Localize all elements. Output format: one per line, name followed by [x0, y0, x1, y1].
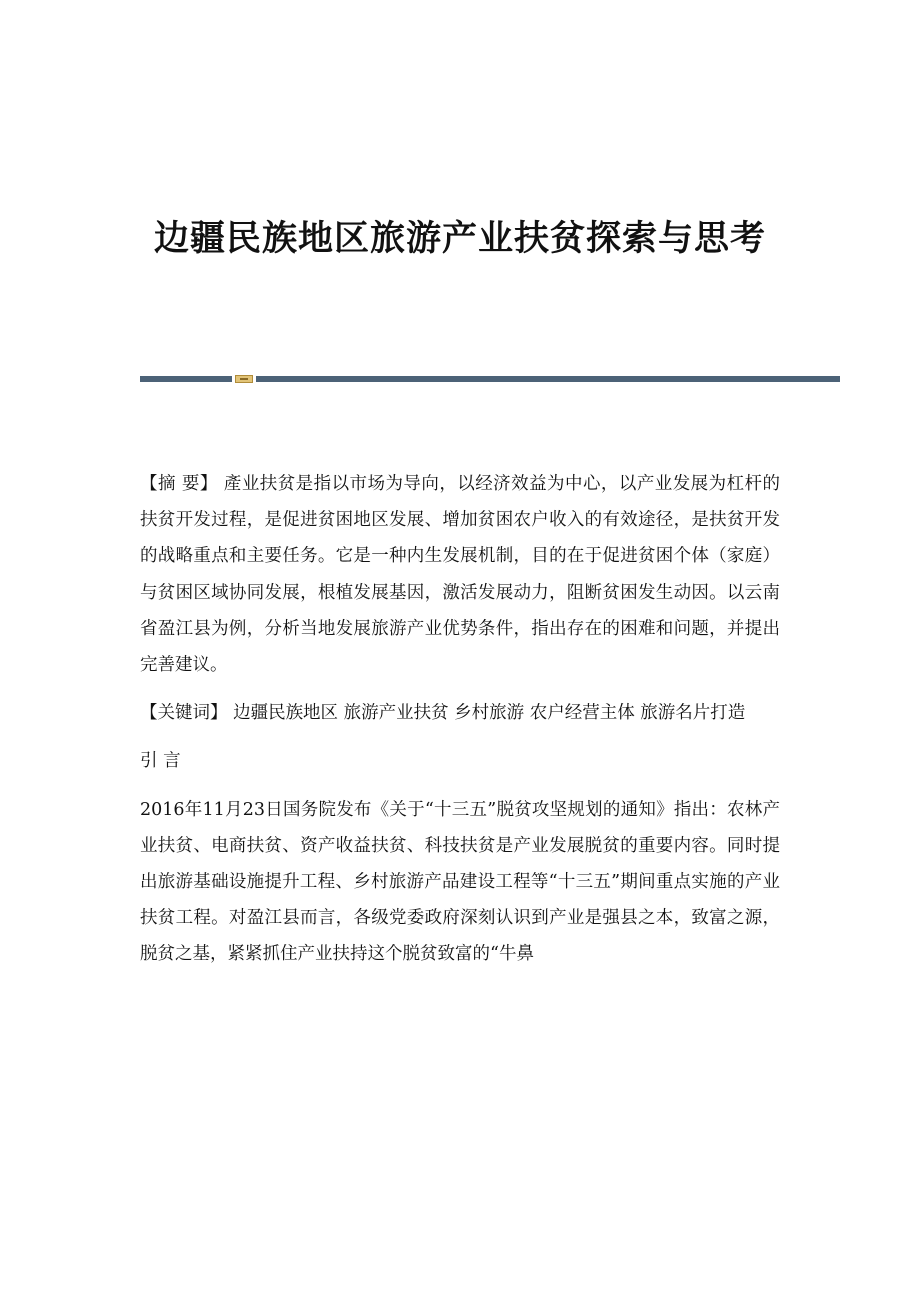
- abstract-label: 【摘 要】: [140, 474, 218, 494]
- keywords-text: 边疆民族地区 旅游产业扶贫 乡村旅游 农户经营主体 旅游名片打造: [227, 703, 746, 724]
- intro-paragraph: 2016年11月23日国务院发布《关于“十三五”脱贫攻坚规划的通知》指出：农林产业扶贫、电商扶贫、资产收益扶贫、科技扶贫是产业发展脱贫的重要内容。同时提出旅游基础设施提升工程、乡村旅游产品建设工程等“十三五”期间重点实施的产业扶贫工程。对盈江县而言，各级党委政府深刻认识到产业是强县之本，致富之源，脱贫之基，紧紧抓住产业扶持这个脱贫致富的“牛鼻: [140, 799, 780, 965]
- document-title: 边疆民族地区旅游产业扶贫探索与思考: [153, 218, 766, 259]
- keywords-label: 【关键词】: [140, 703, 228, 724]
- abstract-paragraph: [140, 466, 780, 683]
- divider-right-bar: [256, 376, 840, 382]
- intro-heading: 引 言: [140, 751, 181, 772]
- divider-left-bar: [140, 376, 232, 382]
- document-body: [140, 466, 780, 973]
- keywords-paragraph: [140, 695, 780, 731]
- title-divider: [140, 375, 840, 383]
- divider-ornament-icon: [235, 375, 253, 383]
- abstract-text: 產业扶贫是指以市场为导向，以经济效益为中心，以产业发展为杠杆的扶贫开发过程，是促进贫困地区发展、增加贫困农户收入的有效途径，是扶贫开发的战略重点和主要任务。它是一种内生发展机制，目的在于促进贫困个体（家庭）与贫困区域协同发展，根植发展基因，激活发展动力，阻断贫困发生动因。以云南省盈江县为例，分析当地发展旅游产业优势条件，指出存在的困难和问题，并提出完善建议。: [140, 474, 781, 676]
